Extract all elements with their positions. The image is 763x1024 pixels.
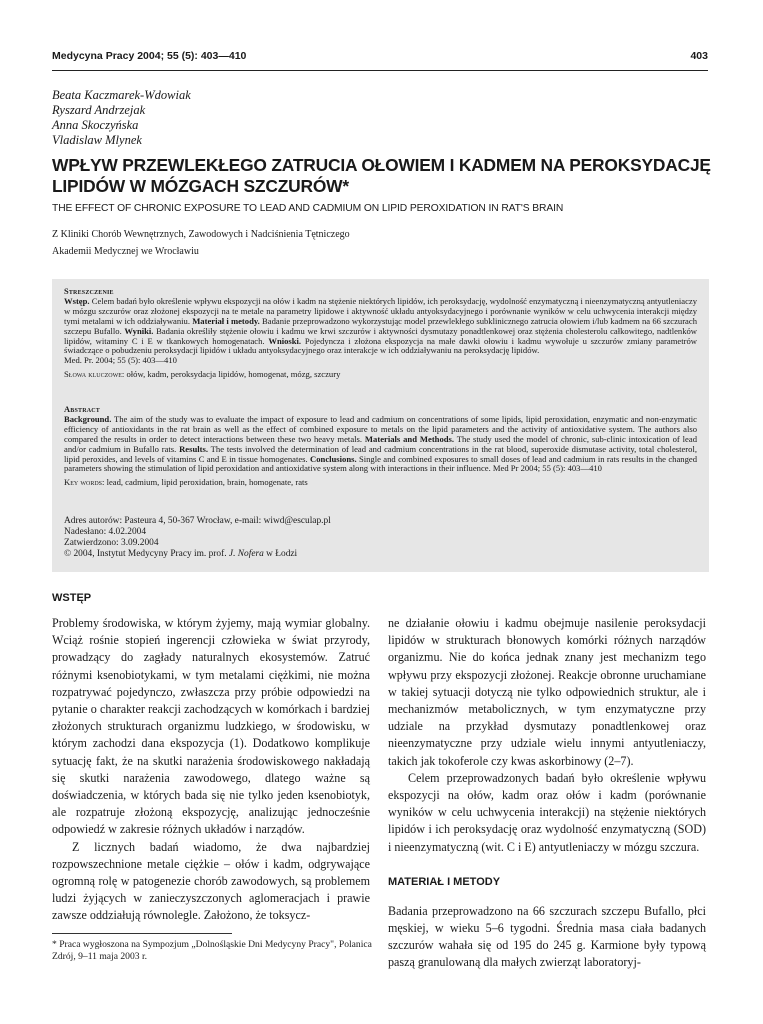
copyright-name: J. Nofera — [228, 549, 264, 559]
author-name: Anna Skoczyńska — [52, 118, 139, 132]
article-title-polish — [52, 155, 712, 197]
title-line: WPŁYW PRZEWLEKŁEGO ZATRUCIA OŁOWIEM I KADMEM NA PEROKSYDACJĘ — [52, 155, 711, 175]
conclusions-text: Single and combined exposures to small doses of lead and cadmium in rats results in the changed parameters showing the stimulation of lipid peroxidation and antioxidative system along with interactions in their influence. Med Pr 2004; 55 (5): 403—410 — [64, 453, 697, 474]
methods-label: Materials and Methods. — [364, 433, 455, 444]
background-label: Background. — [64, 413, 112, 424]
paragraph: Z licznych badań wiadomo, że dwa najbardziej rozpowszechnione metale ciężkie – ołów i kadm, odgrywające ogromną rolę w patogenezie chorób zawodowych, są problemem ludzi żyjących w zanieczyszczonych aglomeracjach i prawie zawsze oddziałują równolegle. Założono, że toksycz- — [52, 839, 370, 923]
keywords-en-text: lead, cadmium, lipid peroxidation, brain, homogenate, rats — [104, 477, 308, 488]
streszczenie-citation: Med. Pr. 2004; 55 (5): 403—410 — [64, 355, 177, 366]
copyright-line — [64, 549, 697, 560]
streszczenie-heading: Streszczenie — [64, 287, 114, 296]
paragraph: Problemy środowiska, w którym żyjemy, mają wymiar globalny. Wciąż rośnie stopień ingerencji człowieka w świat przyrody, prowadzący do zagłady naturalnych ekosystemów. Zatruć różnymi ksenobiotykami, w tym metalami ciężkimi, nie można rozpatrywać pojedynczo, zwłaszcza przy próbie odpowiedzi na pytanie o charakter reakcji zachodzących w komórkach i bardziej złożonych strukturach organizmu ludzkiego, w środowisku, w którym zachodzi dana ekspozycja (1). Dodatkowo komplikuje sytuację fakt, że na skutki narażenia środowiskowego nakładają się skutki narażenia zawodowego, dlatego ważne są doświadczenia, w których bada się nie tylko jeden ksenobiotyk, ale rozpatruje złożoną ekspozycję, analizując jednocześnie odpowiedź w zakresie różnych układów i narządów. — [52, 616, 370, 837]
article-title-english: THE EFFECT OF CHRONIC EXPOSURE TO LEAD AND CADMIUM ON LIPID PEROXIDATION IN RAT'S BRAIN — [52, 203, 564, 214]
background-text: The aim of the study was to evaluate the impact of exposure to lead and cadmium on concentrations of some lipids, lipid peroxidation, enzymatic and non-enzymatic efficiency of antioxidants in the rat brain as well as the effect of combined exposure to metals on the lipid parameters and the activity of antioxidative system. The authors also compared the results in order to detect interactions between these two heavy metals. — [64, 413, 697, 444]
author-name: Ryszard Andrzejak — [52, 103, 146, 117]
abstract-heading: Abstract — [64, 405, 100, 414]
approved-date: Zatwierdzono: 3.09.2004 — [64, 538, 159, 548]
streszczenie-text — [64, 297, 697, 356]
abstract-block — [64, 405, 697, 488]
wyniki-label: Wyniki. — [124, 325, 154, 336]
results-text: The tests involved the determination of lead and cadmium concentrations in the rat blood, superoxide dismutase activity, total cholesterol, lipid peroxides, and levels of vitamins C and E in tissue homogenates. — [64, 443, 697, 464]
left-column — [52, 615, 370, 925]
wnioski-text: Pojedyncza i złożona ekspozycja na małe dawki ołowiu i kadmu wywołuje u szczurów zmiany parametrów świadczące o pobudzeniu peroksydacji lipidów i układu antyoksydacyjnego oraz interakcje w ich oddziaływaniu na peroksydację lipidów. — [64, 335, 697, 356]
metody-heading: MATERIAŁ I METODY — [388, 875, 501, 888]
paragraph: Badania przeprowadzono na 66 szczurach szczepu Bufallo, płci męskiej, w wieku 5–6 tygodni. Średnia masa ciała badanych szczurów wahała się od 195 do 245 g. Karmione były typową paszą granulowaną dla małych zwierząt laboratoryj- — [388, 903, 706, 970]
affiliation — [52, 226, 350, 260]
copyright-prefix: © 2004, Instytut Medycyny Pracy im. prof. — [64, 549, 229, 559]
wyniki-text: Badania określiły stężenie ołowiu i kadmu we krwi szczurów i aktywności dysmutazy ponadtlenkowej oraz stężenia cholesterolu całkowitego, nadtlenków lipidów, witaminy C i E w tkankowych homogenatach. — [64, 325, 697, 346]
abstract-text — [64, 415, 697, 474]
keywords-en-label: Key words: — [64, 477, 105, 488]
title-line: LIPIDÓW W MÓZGACH SZCZURÓW* — [52, 176, 349, 196]
paragraph: Celem przeprowadzonych badań było określenie wpływu ekspozycji na ołów, kadm oraz ołów i kadm (porównanie wyników w celu uchwycenia interakcji) na stężenie niektórych lipidów i ich peroksydację oraz wydolność enzymatyczną (SOD) i nieenzymatyczną (wit. C i E) antyutleniaczy w mózgu szczura. — [388, 770, 706, 854]
results-label: Results. — [179, 443, 208, 454]
affiliation-line: Akademii Medycznej we Wrocławiu — [52, 246, 199, 257]
author-name: Beata Kaczmarek-Wdowiak — [52, 88, 191, 102]
received-date: Nadesłano: 4.02.2004 — [64, 527, 147, 537]
methods-text: The study used the model of chronic, sub-clinic intoxication of lead and/or cadmium in Bufallo rats. — [64, 433, 697, 454]
header-rule — [52, 70, 708, 71]
keywords-pl-label: Słowa kluczowe: — [64, 369, 125, 380]
running-header — [52, 50, 708, 62]
author-address: Adres autorów: Pasteura 4, 50-367 Wrocław, e-mail: wiwd@esculap.pl — [64, 516, 331, 526]
footnote-rule — [52, 933, 232, 934]
journal-citation: Medycyna Pracy 2004; 55 (5): 403—410 — [52, 50, 247, 62]
author-list — [52, 88, 191, 148]
wstep-heading: WSTĘP — [52, 592, 92, 604]
conclusions-label: Conclusions. — [310, 453, 357, 464]
wstep-label: Wstęp. — [64, 295, 90, 306]
keywords-en — [64, 478, 697, 488]
author-name: Vladislaw Mlynek — [52, 133, 142, 147]
metody-label: Materiał i metody. — [192, 315, 260, 326]
keywords-pl — [64, 370, 697, 380]
correspondence-block — [64, 516, 697, 560]
paragraph: ne działanie ołowiu i kadmu obejmuje nasilenie peroksydacji lipidów w strukturach błonowych komórki różnych narządów organizmu. Nie do końca jednak znany jest mechanizm tego wpływu przy ekspozycji złożonej. Reakcje obronne uruchamiane w takiej sytuacji dotyczą nie tylko odpowiednich struktur, ale i mechanizmów metabolicznych, w tym enzymatyczne przy udziale na przykład dysmutazy ponadtlenkowej oraz nieenzymatyczne przy udziale wielu innymi antyutleniaczy, takich jak tokoferole czy kwas askorbinowy (2–7). — [388, 616, 706, 768]
page-number: 403 — [690, 50, 708, 62]
wstep-text: Celem badań było określenie wpływu ekspozycji na ołów i kadm na stężenie niektórych lipidów, ich peroksydację, wydolność enzymatyczną i nieenzymatyczną antyutleniaczy w mózgu szczurów oraz złożonej ekspozycji na te metale na parametry lipidowe i aktywność układu antyoksydacyjnego i porównanie wyników w celu uchwycenia interakcji między tymi metalami w ich oddziaływaniu. — [64, 295, 697, 326]
keywords-pl-text: ołów, kadm, peroksydacja lipidów, homogenat, mózg, szczury — [124, 369, 341, 380]
right-column — [388, 615, 706, 972]
metody-text: Badanie przeprowadzono wykorzystując model przewlekłego subklinicznego zatrucia ołowiem i/lub kadmem na 66 szczurach szczepu Bufallo. — [64, 315, 697, 336]
copyright-suffix: w Łodzi — [263, 549, 298, 559]
streszczenie-block — [64, 287, 697, 380]
footnote: * Praca wygłoszona na Sympozjum „Dolnośląskie Dni Medycyny Pracy", Polanica Zdrój, 9–11 maja 2003 r. — [52, 939, 372, 962]
affiliation-line: Z Kliniki Chorób Wewnętrznych, Zawodowych i Nadciśnienia Tętniczego — [52, 229, 350, 240]
wnioski-label: Wnioski. — [268, 335, 302, 346]
